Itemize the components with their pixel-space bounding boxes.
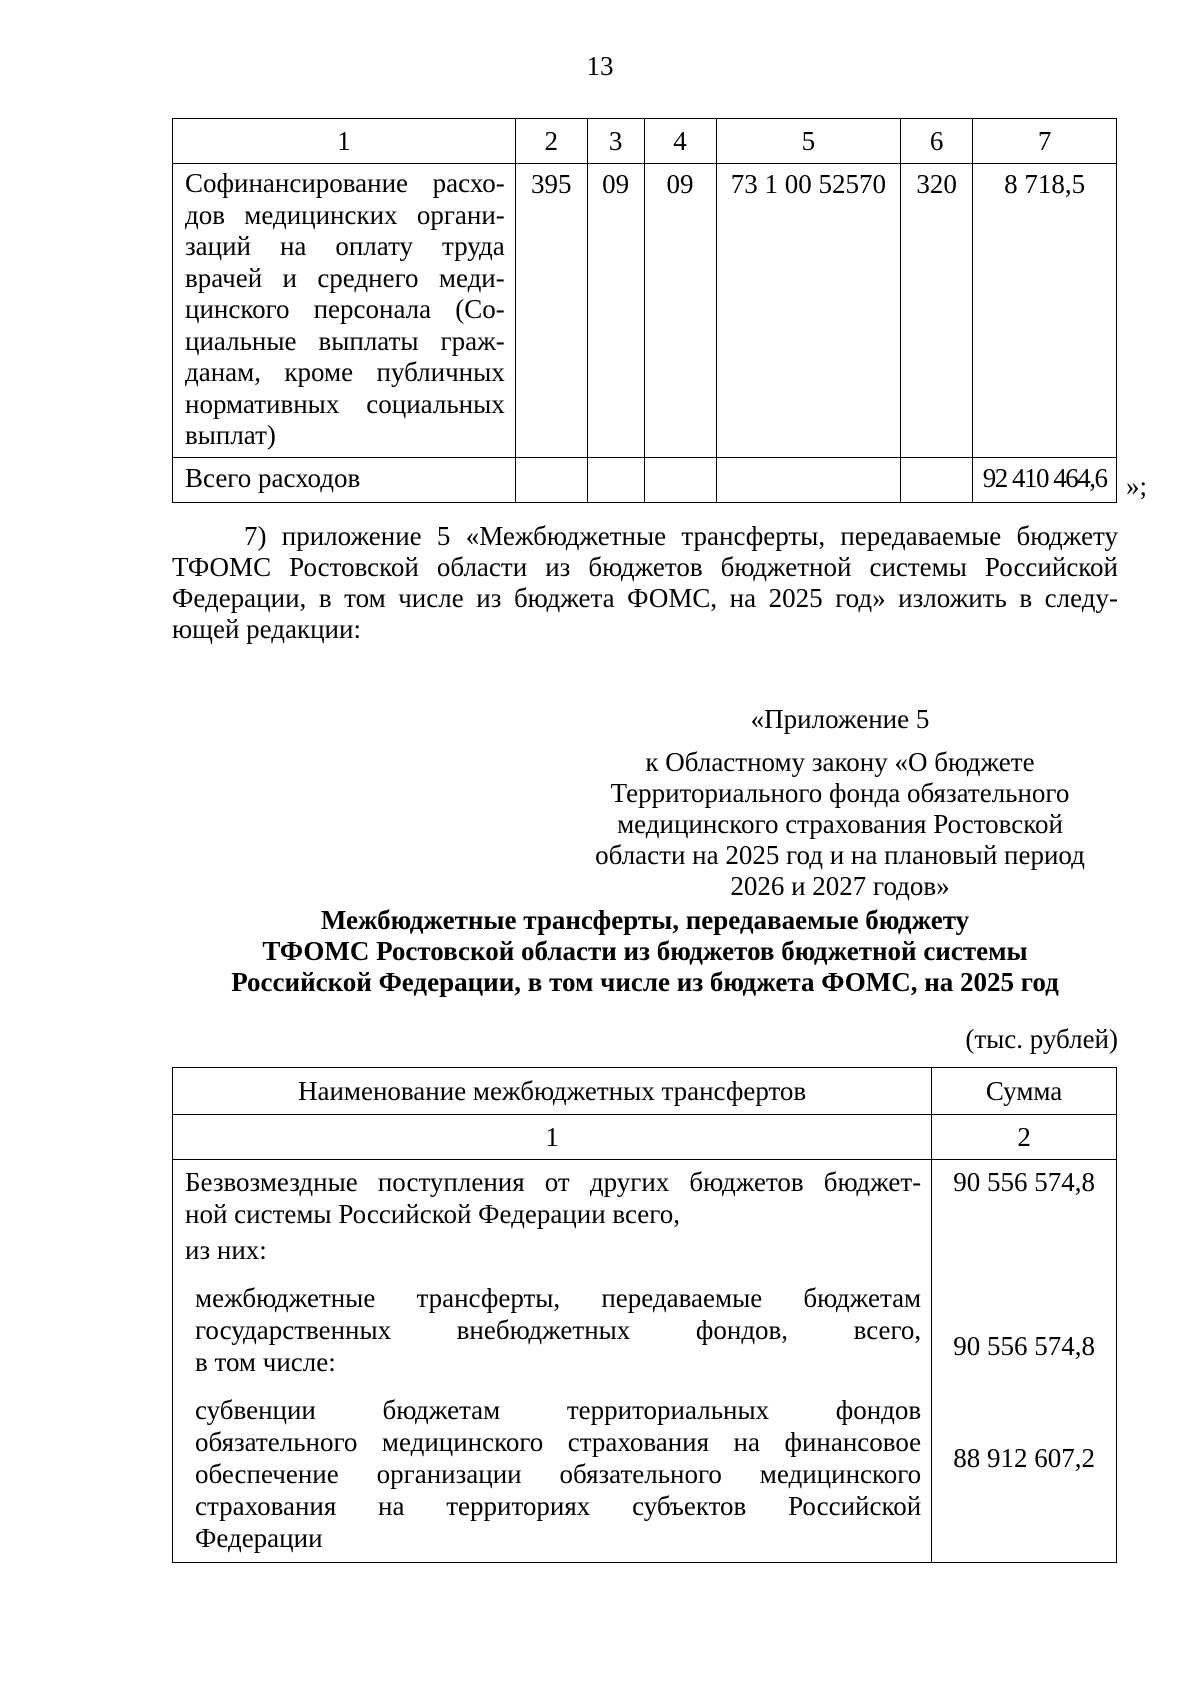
total-row (173, 457, 1117, 502)
appendix-line: 2026 и 2027 годов» (730, 871, 950, 901)
paragraph-line: 7) приложение 5 «Межбюджетные трансферты, передаваемые бюджету (244, 521, 1118, 551)
transfer-line: Безвозмездные поступления от других бюджетов бюджет- (185, 1167, 922, 1197)
column-number: 2 (932, 1115, 1117, 1160)
empty-cell (644, 457, 716, 502)
page-number: 13 (586, 51, 614, 81)
column-number: 1 (173, 1115, 932, 1160)
transfer-sums (932, 1160, 1117, 1563)
expense-type-code: 320 (901, 164, 973, 458)
transfer-line: в том числе: (195, 1347, 336, 1377)
table-header-row (173, 1068, 1117, 1115)
expenses-table (172, 118, 1117, 503)
appendix-line: медицинского страхования Ростовской (617, 809, 1063, 839)
transfer-line: ной системы Российской Федерации всего, (185, 1199, 680, 1229)
subsection-code: 09 (644, 164, 716, 458)
description-line: циальные выплаты граж- (185, 325, 505, 356)
description-line: выплат) (185, 420, 276, 450)
transfer-line: страхования на территориях субъектов Российской (195, 1491, 922, 1521)
amendment-paragraph (172, 521, 1118, 645)
paragraph-line: ТФОМС Ростовской области из бюджетов бюджетной системы Российской (172, 552, 1118, 582)
table-header-cell: 5 (716, 119, 901, 164)
appendix-line: Территориального фонда обязательного (610, 778, 1070, 808)
description-line: нормативных социальных (185, 388, 505, 419)
table-header-cell: 7 (973, 119, 1117, 164)
transfer-line: обязательного медицинского страхования на финансовое (195, 1427, 922, 1457)
transfer-sum: 90 556 574,8 (953, 1331, 1095, 1361)
table-header-cell: 6 (901, 119, 973, 164)
description-line: дов медицинских органи- (185, 199, 505, 230)
transfer-sum: 88 912 607,2 (953, 1443, 1095, 1473)
document-heading (150, 905, 1140, 998)
column-header-name: Наименование межбюджетных трансфертов (173, 1068, 932, 1115)
appendix-line: области на 2025 год и на плановый период (595, 840, 1085, 870)
total-value: 92 410 464,6 (973, 457, 1117, 502)
expense-description (173, 164, 516, 458)
description-line: данам, кроме публичных (185, 357, 505, 387)
heading-line: ТФОМС Ростовской области из бюджетов бюджетной системы (262, 936, 1028, 966)
closing-quote: »; (1126, 471, 1148, 501)
empty-cell (901, 457, 973, 502)
appendix-reference (560, 704, 1120, 902)
transfers-table (172, 1067, 1117, 1563)
ministry-code: 395 (515, 164, 587, 458)
expense-amount: 8 718,5 (973, 164, 1117, 458)
total-label: Всего расходов (173, 457, 516, 502)
description-line: цинского персонала (Со- (185, 294, 505, 324)
heading-line: Российской Федерации, в том числе из бюджета ФОМС, на 2025 год (231, 967, 1059, 997)
transfer-line: из них: (185, 1235, 267, 1265)
table-header-cell: 4 (644, 119, 716, 164)
transfer-name (173, 1160, 932, 1563)
table-header-row (173, 119, 1117, 164)
description-line: заций на оплату труда (185, 231, 505, 261)
empty-cell (587, 457, 644, 502)
description-line: Софинансирование расхо- (185, 168, 505, 198)
paragraph-line: Федерации, в том числе из бюджета ФОМС, на 2025 год» изложить в следу- (172, 583, 1118, 613)
table-header-cell: 3 (587, 119, 644, 164)
table-header-cell: 2 (515, 119, 587, 164)
appendix-title: «Приложение 5 (750, 704, 930, 734)
section-code: 09 (587, 164, 644, 458)
table-row (173, 164, 1117, 458)
transfer-line: субвенции бюджетам территориальных фондов (195, 1395, 922, 1425)
paragraph-line: ющей редакции: (172, 614, 361, 644)
description-line: врачей и среднего меди- (185, 262, 505, 293)
transfer-line: обеспечение организации обязательного медицинского (195, 1459, 922, 1489)
empty-cell (716, 457, 901, 502)
heading-line: Межбюджетные трансферты, передаваемые бюджету (320, 905, 970, 935)
transfer-line: межбюджетные трансферты, передаваемые бюджетам (195, 1283, 922, 1313)
target-article-code: 73 1 00 52570 (716, 164, 901, 458)
appendix-line: к Областному закону «О бюджете (645, 747, 1035, 777)
empty-cell (515, 457, 587, 502)
transfer-sum: 90 556 574,8 (953, 1167, 1095, 1197)
column-header-sum: Сумма (932, 1068, 1117, 1115)
units-label: (тыс. рублей) (965, 1024, 1118, 1054)
table-header-cell: 1 (173, 119, 516, 164)
transfer-line: Федерации (195, 1523, 323, 1553)
table-row (173, 1160, 1117, 1563)
transfer-line: государственных внебюджетных фондов, всего, (195, 1315, 922, 1345)
column-number-row (173, 1115, 1117, 1160)
